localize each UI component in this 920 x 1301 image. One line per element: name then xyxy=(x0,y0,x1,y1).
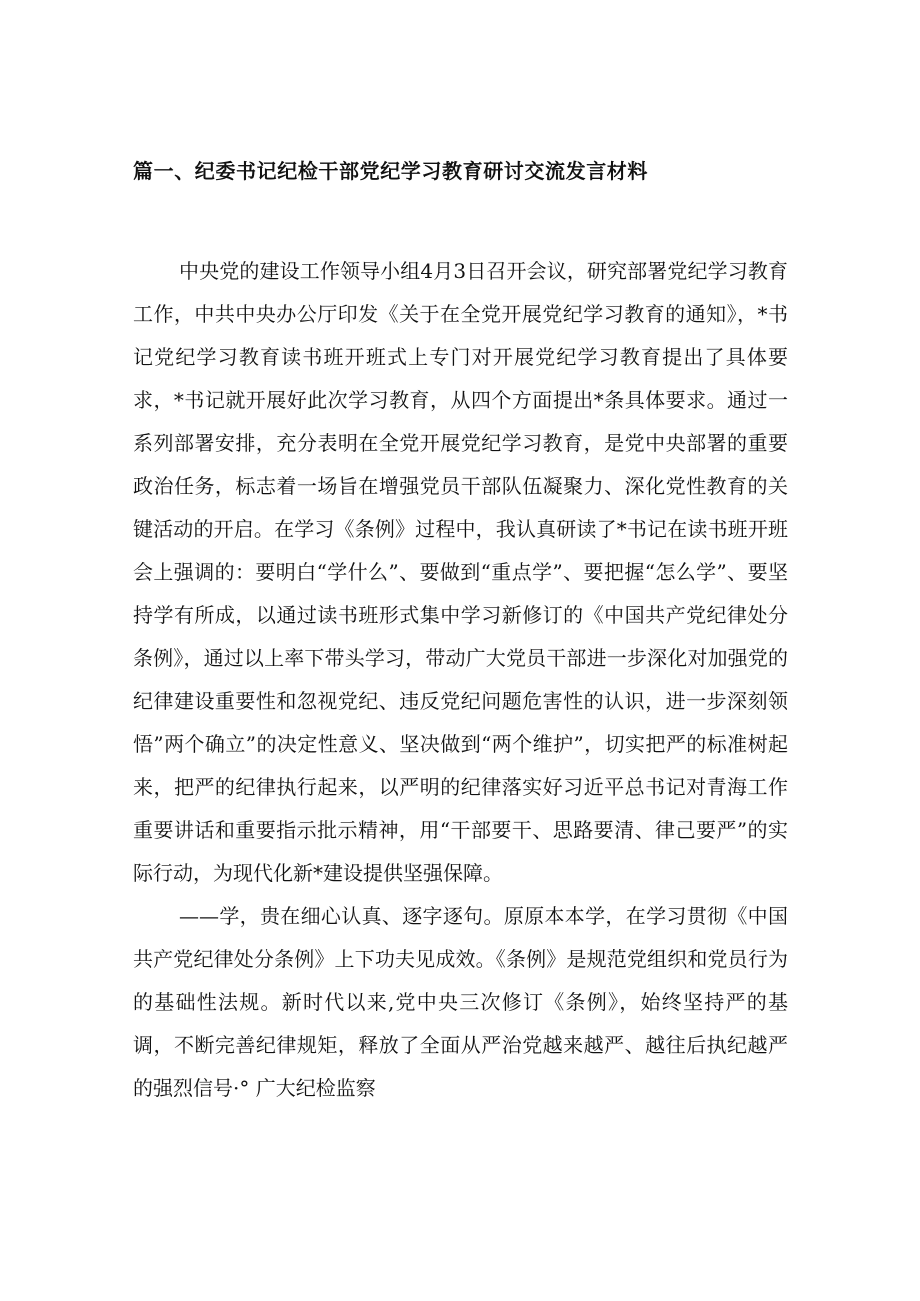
paragraph-2: ——学，贵在细心认真、逐字逐句。原原本本学，在学习贯彻《中国共产党纪律处分条例》上下功夫见成效。《条例》是规范党组织和党员行为的基础性法规。新时代以来,党中央三次修订《条例》，始终坚持严的基调，不断完善纪律规矩，释放了全面从严治党越来越严、越往后执纪越严的强烈信号·° 广大纪检监察 xyxy=(133,904,788,1100)
document-title: 篇一、纪委书记纪检干部党纪学习教育研讨交流发言材料 xyxy=(133,159,648,183)
document-body xyxy=(133,250,788,1110)
paragraph-1: 中央党的建设工作领导小组4月3日召开会议，研究部署党纪学习教育工作，中共中央办公厅印发《关于在全党开展党纪学习教育的通知》，*书记党纪学习教育读书班开班式上专门对开展党纪学习教育提出了具体要求，*书记就开展好此次学习教育，从四个方面提出*条具体要求。通过一系列部署安排，充分表明在全党开展党纪学习教育，是党中央部署的重要政治任务，标志着一场旨在增强党员干部队伍凝聚力、深化党性教育的关键活动的开启。在学习《条例》过程中，我认真研读了*书记在读书班开班会上强调的：要明白“学什么”、要做到“重点学”、要把握“怎么学”、要坚持学有所成，以通过读书班形式集中学习新修订的《中国共产党纪律处分条例》，通过以上率下带头学习，带动广大党员干部进一步深化对加强党的纪律建设重要性和忽视党纪、违反党纪问题危害性的认识，进一步深刻领悟”两个确立”的决定性意义、坚决做到“两个维护”，切实把严的标准树起来，把严的纪律执行起来，以严明的纪律落实好习近平总书记对青海工作重要讲话和重要指示批示精神，用“干部要干、思路要清、律己要严”的实际行动，为现代化新*建设提供坚强保障。 xyxy=(133,259,788,885)
